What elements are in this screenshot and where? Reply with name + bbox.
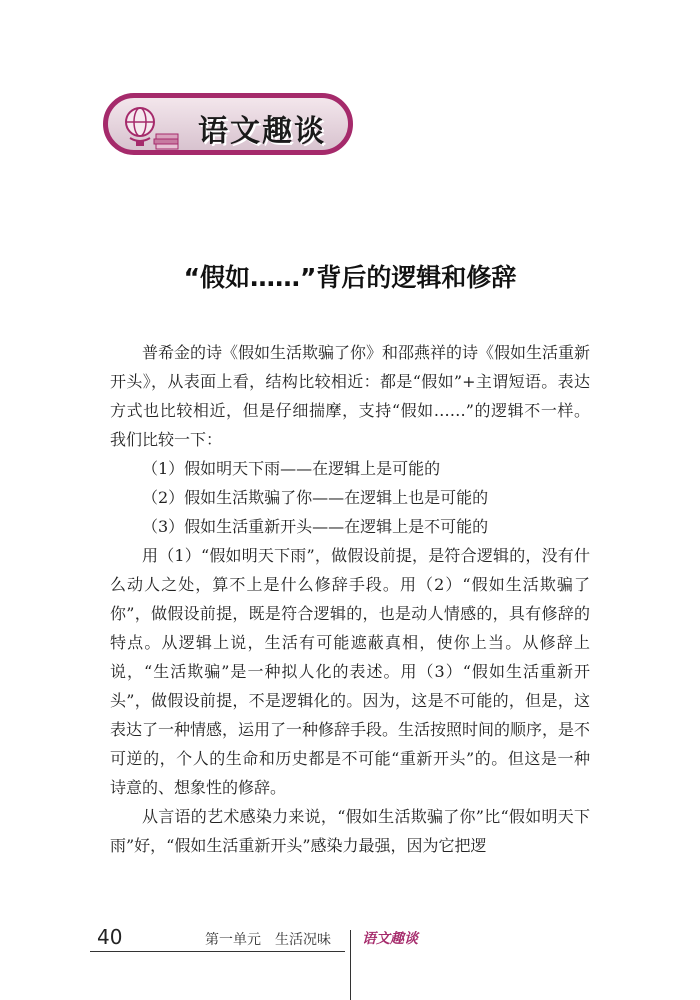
list-item: （3）假如生活重新开头——在逻辑上是不可能的 — [142, 517, 489, 536]
article-body — [110, 338, 590, 860]
footer-section-label: 语文趣谈 — [362, 931, 418, 947]
footer-divider — [90, 951, 345, 952]
list-item: （1）假如明天下雨——在逻辑上是可能的 — [142, 459, 441, 478]
list-item: （2）假如生活欺骗了你——在逻辑上也是可能的 — [142, 488, 489, 507]
globe-and-books-icon — [118, 102, 182, 150]
paragraph: 从言语的艺术感染力来说，“假如生活欺骗了你”比“假如明天下雨”好，“假如生活重新开头”感染力最强，因为它把逻 — [110, 807, 590, 855]
banner-title: 语文趣谈 — [198, 114, 326, 149]
page-number: 40 — [97, 925, 123, 949]
paragraph: 普希金的诗《假如生活欺骗了你》和邵燕祥的诗《假如生活重新开头》，从表面上看，结构比较相近：都是“假如”+主谓短语。表达方式也比较相近，但是仔细揣摩，支持“假如……”的逻辑不一样。我们比较一下： — [110, 343, 591, 449]
article-title: “假如……”背后的逻辑和修辞 — [183, 263, 517, 292]
section-banner — [103, 93, 353, 155]
paragraph: 用（1）“假如明天下雨”，做假设前提，是符合逻辑的，没有什么动人之处，算不上是什么修辞手段。用（2）“假如生活欺骗了你”，做假设前提，既是符合逻辑的，也是动人情感的，具有修辞的特点。从逻辑上说，生活有可能遮蔽真相，使你上当。从修辞上说，“生活欺骗”是一种拟人化的表述。用（3）“假如生活重新开头”，做假设前提，不是逻辑化的。因为，这是不可能的，但是，这表达了一种情感，运用了一种修辞手段。生活按照时间的顺序，是不可逆的，个人的生命和历史都是不可能“重新开头”的。但这是一种诗意的、想象性的修辞。 — [110, 546, 591, 797]
footer-unit-label: 第一单元 生活况味 — [205, 932, 331, 948]
footer-vertical-divider — [350, 930, 351, 1000]
